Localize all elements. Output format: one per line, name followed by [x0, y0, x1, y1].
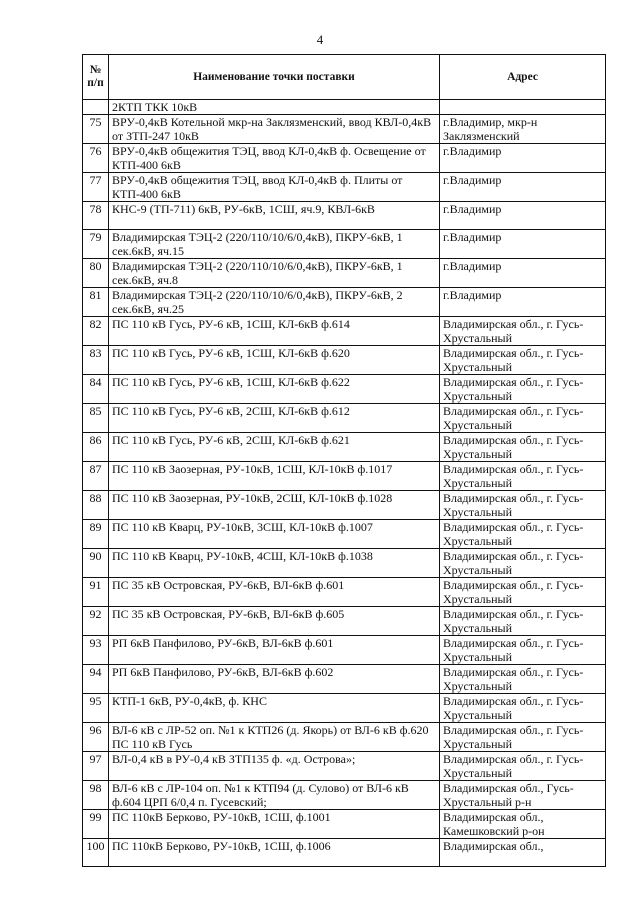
row-number: 92: [83, 607, 109, 636]
table-row: [83, 433, 606, 462]
row-number: 82: [83, 317, 109, 346]
table-row: [83, 665, 606, 694]
row-number: 79: [83, 230, 109, 259]
row-number: 87: [83, 462, 109, 491]
row-number: 90: [83, 549, 109, 578]
row-number: 98: [83, 781, 109, 810]
page-number: 4: [316, 32, 324, 47]
table-row: [83, 723, 606, 752]
row-supply-point-name: РП 6кВ Панфилово, РУ-6кВ, ВЛ-6кВ ф.602: [109, 665, 440, 694]
row-supply-point-name: РП 6кВ Панфилово, РУ-6кВ, ВЛ-6кВ ф.601: [109, 636, 440, 665]
row-supply-point-name: ПС 110кВ Берково, РУ-10кВ, 1СШ, ф.1001: [109, 810, 440, 839]
row-supply-point-name: ПС 110 кВ Кварц, РУ-10кВ, 4СШ, КЛ-10кВ ф.1038: [109, 549, 440, 578]
row-supply-point-name: ПС 110 кВ Гусь, РУ-6 кВ, 1СШ, КЛ-6кВ ф.620: [109, 346, 440, 375]
table-row: [83, 636, 606, 665]
row-supply-point-name: ПС 35 кВ Островская, РУ-6кВ, ВЛ-6кВ ф.601: [109, 578, 440, 607]
row-number: 100: [83, 839, 109, 867]
row-address: Владимирская обл., г. Гусь-Хрустальный: [440, 375, 606, 404]
table-row: [83, 781, 606, 810]
table-row: [83, 375, 606, 404]
row-number: 99: [83, 810, 109, 839]
row-supply-point-name: ПС 35 кВ Островская, РУ-6кВ, ВЛ-6кВ ф.605: [109, 607, 440, 636]
row-number: 81: [83, 288, 109, 317]
row-address: Владимирская обл., г. Гусь-Хрустальный: [440, 549, 606, 578]
row-address: Владимирская обл., г. Гусь-Хрустальный: [440, 404, 606, 433]
row-number: 86: [83, 433, 109, 462]
row-address: [440, 100, 606, 115]
row-number: 78: [83, 202, 109, 230]
table-row: [83, 462, 606, 491]
table-row: [83, 607, 606, 636]
row-address: Владимирская обл., г. Гусь-Хрустальный: [440, 694, 606, 723]
row-number: 88: [83, 491, 109, 520]
table-row: [83, 810, 606, 839]
table-row: [83, 520, 606, 549]
row-number: 75: [83, 115, 109, 144]
row-supply-point-name: ПС 110кВ Берково, РУ-10кВ, 1СШ, ф.1006: [109, 839, 440, 867]
table-row: [83, 491, 606, 520]
row-supply-point-name: ПС 110 кВ Заозерная, РУ-10кВ, 1СШ, КЛ-10кВ ф.1017: [109, 462, 440, 491]
row-number: 93: [83, 636, 109, 665]
row-number: 83: [83, 346, 109, 375]
header-number: [83, 55, 109, 100]
row-supply-point-name: ВЛ-6 кВ с ЛР-52 оп. №1 к КТП26 (д. Якорь) от ВЛ-6 кВ ф.620 ПС 110 кВ Гусь: [109, 723, 440, 752]
table-row: [83, 230, 606, 259]
row-address: Владимирская обл., г. Гусь-Хрустальный: [440, 491, 606, 520]
row-number: 80: [83, 259, 109, 288]
row-number: 95: [83, 694, 109, 723]
table-row: [83, 173, 606, 202]
row-address: Владимирская обл.,: [440, 839, 606, 867]
table-row: [83, 317, 606, 346]
row-number: 89: [83, 520, 109, 549]
row-number: 94: [83, 665, 109, 694]
row-address: г.Владимир, мкр-н Заклязменский: [440, 115, 606, 144]
header-number-line1: №: [89, 64, 102, 76]
row-number: 85: [83, 404, 109, 433]
row-supply-point-name: ПС 110 кВ Гусь, РУ-6 кВ, 2СШ, КЛ-6кВ ф.621: [109, 433, 440, 462]
header-number-line2: п/п: [87, 77, 104, 89]
row-address: Владимирская обл., г. Гусь-Хрустальный: [440, 520, 606, 549]
table-header-row: [83, 55, 606, 100]
table-row: [83, 752, 606, 781]
row-address: Владимирская обл., г. Гусь-Хрустальный: [440, 607, 606, 636]
table-row: [83, 839, 606, 867]
row-supply-point-name: Владимирская ТЭЦ-2 (220/110/10/6/0,4кВ), ПКРУ-6кВ, 2 сек.6кВ, яч.25: [109, 288, 440, 317]
header-address: Адрес: [440, 55, 606, 100]
row-address: Владимирская обл., г. Гусь-Хрустальный: [440, 636, 606, 665]
row-number: 91: [83, 578, 109, 607]
row-address: г.Владимир: [440, 202, 606, 230]
row-address: г.Владимир: [440, 173, 606, 202]
table-body: [83, 100, 606, 867]
row-address: г.Владимир: [440, 288, 606, 317]
row-supply-point-name: Владимирская ТЭЦ-2 (220/110/10/6/0,4кВ), ПКРУ-6кВ, 1 сек.6кВ, яч.8: [109, 259, 440, 288]
row-supply-point-name: КНС-9 (ТП-711) 6кВ, РУ-6кВ, 1СШ, яч.9, КВЛ-6кВ: [109, 202, 440, 230]
row-supply-point-name: ПС 110 кВ Гусь, РУ-6 кВ, 2СШ, КЛ-6кВ ф.612: [109, 404, 440, 433]
table-row-continuation: [83, 100, 606, 115]
row-address: Владимирская обл., г. Гусь-Хрустальный: [440, 752, 606, 781]
row-address: г.Владимир: [440, 230, 606, 259]
supply-points-table: [82, 54, 606, 867]
row-address: Владимирская обл., Гусь-Хрустальный р-н: [440, 781, 606, 810]
row-supply-point-name: ПС 110 кВ Гусь, РУ-6 кВ, 1СШ, КЛ-6кВ ф.614: [109, 317, 440, 346]
table-row: [83, 404, 606, 433]
table-row: [83, 288, 606, 317]
row-address: г.Владимир: [440, 144, 606, 173]
row-address: Владимирская обл., г. Гусь-Хрустальный: [440, 723, 606, 752]
row-supply-point-name: Владимирская ТЭЦ-2 (220/110/10/6/0,4кВ), ПКРУ-6кВ, 1 сек.6кВ, яч.15: [109, 230, 440, 259]
table-row: [83, 259, 606, 288]
table-row: [83, 202, 606, 230]
row-address: Владимирская обл., г. Гусь-Хрустальный: [440, 462, 606, 491]
row-number: 76: [83, 144, 109, 173]
row-address: Владимирская обл., г. Гусь-Хрустальный: [440, 665, 606, 694]
row-number: 96: [83, 723, 109, 752]
table-row: [83, 549, 606, 578]
row-number: 97: [83, 752, 109, 781]
row-supply-point-name: ВЛ-6 кВ с ЛР-104 оп. №1 к КТП94 (д. Сулово) от ВЛ-6 кВ ф.604 ЦРП 6/0,4 п. Гусевский;: [109, 781, 440, 810]
row-supply-point-name: ПС 110 кВ Гусь, РУ-6 кВ, 1СШ, КЛ-6кВ ф.622: [109, 375, 440, 404]
table-row: [83, 694, 606, 723]
table-row: [83, 144, 606, 173]
row-number: 77: [83, 173, 109, 202]
header-supply-point-name: Наименование точки поставки: [109, 55, 440, 100]
row-address: Владимирская обл., Камешковский р-он: [440, 810, 606, 839]
row-supply-point-name: ВРУ-0,4кВ Котельной мкр-на Заклязменский, ввод КВЛ-0,4кВ от ЗТП-247 10кВ: [109, 115, 440, 144]
row-supply-point-name: ВЛ-0,4 кВ в РУ-0,4 кВ ЗТП135 ф. «д. Острова»;: [109, 752, 440, 781]
table-row: [83, 578, 606, 607]
table-row: [83, 115, 606, 144]
row-supply-point-name: ВРУ-0,4кВ общежития ТЭЦ, ввод КЛ-0,4кВ ф. Освещение от КТП-400 6кВ: [109, 144, 440, 173]
table-row: [83, 346, 606, 375]
row-address: Владимирская обл., г. Гусь-Хрустальный: [440, 317, 606, 346]
row-address: г.Владимир: [440, 259, 606, 288]
row-supply-point-name: ПС 110 кВ Кварц, РУ-10кВ, 3СШ, КЛ-10кВ ф.1007: [109, 520, 440, 549]
row-number: [83, 100, 109, 115]
row-address: Владимирская обл., г. Гусь-Хрустальный: [440, 346, 606, 375]
row-address: Владимирская обл., г. Гусь-Хрустальный: [440, 578, 606, 607]
row-address: Владимирская обл., г. Гусь-Хрустальный: [440, 433, 606, 462]
row-supply-point-name: 2КТП ТКК 10кВ: [109, 100, 440, 115]
row-number: 84: [83, 375, 109, 404]
row-supply-point-name: ВРУ-0,4кВ общежития ТЭЦ, ввод КЛ-0,4кВ ф. Плиты от КТП-400 6кВ: [109, 173, 440, 202]
row-supply-point-name: ПС 110 кВ Заозерная, РУ-10кВ, 2СШ, КЛ-10кВ ф.1028: [109, 491, 440, 520]
row-supply-point-name: КТП-1 6кВ, РУ-0,4кВ, ф. КНС: [109, 694, 440, 723]
